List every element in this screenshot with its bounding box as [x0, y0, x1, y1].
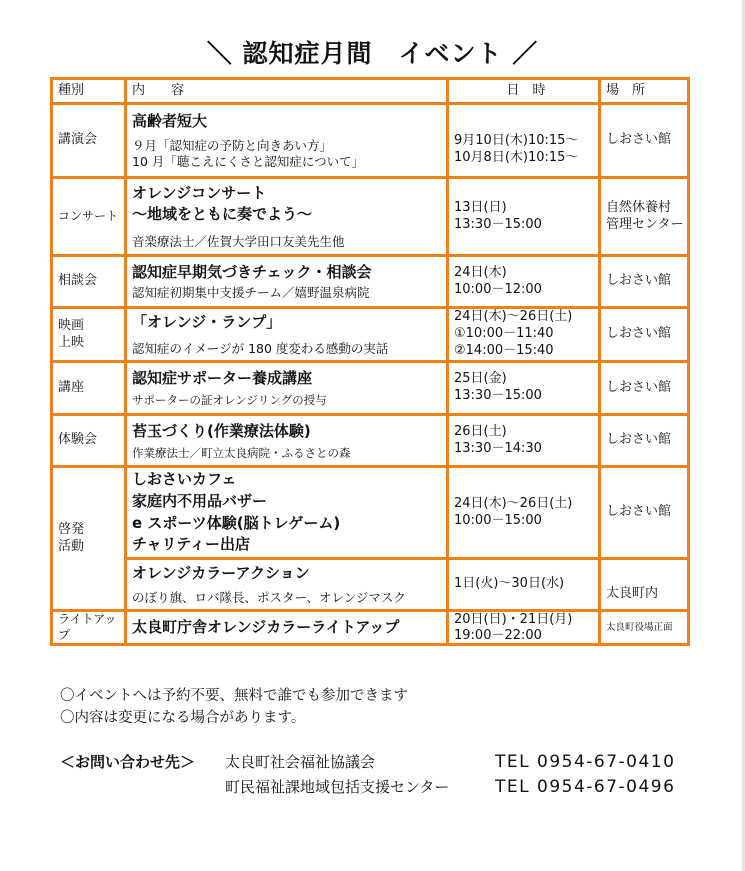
event-datetime: 9月10日(木)10:15～ 10月8日(木)10:15～ — [448, 104, 600, 178]
contact-org: 町民福祉課地域包括支援センター — [225, 778, 450, 796]
event-title: しおさいカフェ 家庭内不用品バザー e スポーツ体験(脳トレゲーム) チャリティー出店 — [132, 470, 341, 554]
event-title: 「オレンジ・ランプ」 — [132, 313, 282, 332]
note-item: 〇内容は変更になる場合があります。 — [60, 710, 306, 726]
event-place: 自然休養村 管理センター — [600, 178, 689, 256]
table-row — [52, 308, 689, 362]
event-place: しおさい館 — [600, 362, 689, 415]
event-datetime: 26日(土) 13:30－14:30 — [448, 415, 600, 467]
row-category: 講演会 — [52, 104, 126, 178]
event-place: しおさい館 — [600, 415, 689, 467]
row-category: 講座 — [52, 362, 126, 415]
event-place: 太良町内 — [600, 559, 689, 611]
event-place: しおさい館 — [600, 308, 689, 362]
event-title: 高齢者短大 — [132, 112, 208, 131]
header-place: 場 所 — [600, 79, 689, 104]
header-category: 種別 — [52, 79, 126, 104]
event-datetime: 24日(木) 10:00－12:00 — [448, 256, 600, 308]
row-category: 相談会 — [52, 256, 126, 308]
row-content — [126, 308, 448, 362]
contact-label: ＜お問い合わせ先＞ — [60, 753, 196, 771]
event-datetime: 20日(日)・21日(月) 19:00－22:00 — [448, 611, 600, 645]
event-place: しおさい館 — [600, 104, 689, 178]
contact-section — [60, 750, 675, 800]
row-content — [126, 611, 448, 645]
contact-tel: TEL 0954-67-0496 — [495, 777, 676, 797]
event-detail: 認知症のイメージが 180 度変わる感動の実話 — [132, 340, 389, 356]
header-datetime: 日 時 — [448, 79, 600, 104]
table-row — [52, 415, 689, 467]
row-content — [126, 104, 448, 178]
event-datetime: 24日(木)～26日(土) ①10:00－11:40 ②14:00－15:40 — [448, 308, 600, 362]
event-datetime: 1日(火)～30日(水) — [448, 559, 600, 611]
event-datetime: 13日(日) 13:30－15:00 — [448, 178, 600, 256]
header-content: 内 容 — [126, 79, 448, 104]
event-place: 太良町役場正面 — [600, 611, 689, 645]
row-category: ライトアップ — [52, 611, 126, 645]
event-title: 苔玉づくり(作業療法体験) — [132, 421, 311, 440]
event-detail: 作業療法士／町立太良病院・ふるさとの森 — [132, 445, 351, 460]
table-row — [52, 467, 689, 559]
event-title: オレンジコンサート ～地域をともに奏でよう～ — [132, 184, 313, 223]
event-datetime: 24日(木)～26日(土) 10:00－15:00 — [448, 467, 600, 559]
event-title: オレンジカラーアクション — [132, 564, 310, 583]
row-content — [126, 362, 448, 415]
event-detail: 認知症初期集中支援チーム／嬉野温泉病院 — [132, 285, 370, 301]
row-category: 啓発 活動 — [52, 467, 126, 611]
row-category: 映画 上映 — [52, 308, 126, 362]
event-detail: サポーターの証オレンジリングの授与 — [132, 393, 327, 408]
event-detail: 音楽療法士／佐賀大学田口友美先生他 — [132, 233, 345, 249]
table-row — [52, 178, 689, 256]
table-row — [52, 559, 689, 611]
event-title: 太良町庁舎オレンジカラーライトアップ — [132, 618, 400, 637]
contact-org: 太良町社会福祉協議会 — [225, 753, 376, 771]
table-row — [52, 104, 689, 178]
row-category: 体験会 — [52, 415, 126, 467]
table-header-row — [52, 79, 689, 104]
notes — [60, 685, 408, 729]
event-title: 認知症早期気づきチェック・相談会 — [132, 262, 372, 281]
table-row — [52, 362, 689, 415]
note-item: 〇イベントへは予約不要、無料で誰でも参加できます — [60, 688, 408, 704]
event-detail: ９月「認知症の予防と向きあい方」 — [132, 137, 333, 153]
event-place: しおさい館 — [600, 467, 689, 559]
row-content — [126, 178, 448, 256]
event-table — [50, 77, 690, 646]
row-content — [126, 256, 448, 308]
contact-tel: TEL 0954-67-0410 — [495, 752, 676, 772]
event-datetime: 25日(金) 13:30－15:00 — [448, 362, 600, 415]
event-detail: 10 月「聴こえにくさと認知症について」 — [132, 153, 365, 169]
row-content — [126, 415, 448, 467]
page-title: ＼ 認知症月間 イベント ／ — [206, 39, 539, 68]
row-content — [126, 559, 448, 611]
event-title: 認知症サポーター養成講座 — [132, 369, 313, 388]
event-place: しおさい館 — [600, 256, 689, 308]
row-category: コンサート — [52, 178, 126, 256]
table-row — [52, 256, 689, 308]
event-detail: のぼり旗、ロバ隊長、ポスター、オレンジマスク — [132, 589, 406, 605]
row-content — [126, 467, 448, 559]
table-row — [52, 611, 689, 645]
